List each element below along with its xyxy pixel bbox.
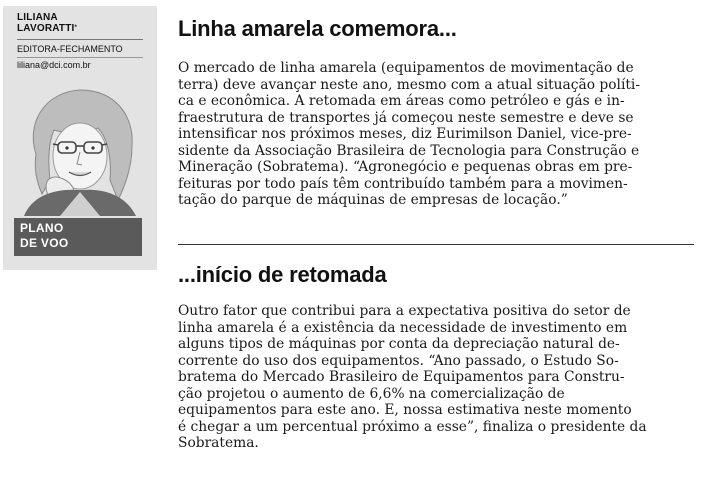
author-portrait [14, 84, 144, 216]
headline-1: Linha amarela comemora... [178, 16, 457, 41]
paragraph-2-line: Sobratema. [178, 435, 259, 451]
paragraph-2-line: equipamentos para este ano. E, nossa estimativa neste momento [178, 402, 632, 418]
paragraph-1-line: Mineração (Sobratema). “Agronegócio e pequenas obras em pre- [178, 159, 633, 175]
author-role: EDITORA-FECHAMENTO [17, 44, 143, 58]
paragraph-2-line: Outro fator que contribui para a expectativa positiva do setor de [178, 303, 631, 319]
author-email: liliana@dci.com.br [17, 60, 91, 70]
author-name [17, 12, 143, 40]
column-tag-line2: DE VOO [20, 236, 69, 250]
paragraph-1-line: ca e econômica. A retomada em áreas como petróleo e gás e in- [178, 93, 625, 109]
column-tag [14, 218, 142, 256]
paragraph-1-line: feituras por todo país têm contribuído também para a movimen- [178, 175, 628, 192]
headline-2: ...início de retomada [178, 262, 387, 287]
paragraph-2-line: bratema do Mercado Brasileiro de Equipamentos para Constru- [178, 369, 625, 385]
paragraph-1-line: O mercado de linha amarela (equipamentos de movimentação de [178, 60, 634, 76]
paragraph-1 [178, 60, 694, 209]
paragraph-2-line: é chegar a um percentual próximo a esse”, finaliza o presidente da [178, 418, 647, 435]
paragraph-2-line: corrente do uso dos equipamentos. “Ano passado, o Estudo So- [178, 352, 619, 369]
paragraph-1-line: intensificar nos próximos meses, diz Eurimilson Daniel, vice-pre- [178, 126, 632, 142]
author-first-name: LILIANA [17, 12, 58, 23]
paragraph-2-line: ção projetou o aumento de 6,6% na comercialização de [178, 385, 565, 402]
paragraph-1-line: sidente da Associação Brasileira de Tecnologia para Construção e [178, 142, 640, 159]
paragraph-2-line: alguns tipos de máquinas por conta da depreciação natural de- [178, 336, 620, 352]
column-tag-line1: PLANO [20, 221, 64, 235]
author-last-name: LAVORATTI [17, 23, 75, 34]
paragraph-1-line: fraestrutura de transportes já começou neste semestre e deve se [178, 109, 634, 126]
paragraph-1-line: terra) deve avançar neste ano, mesmo com a atual situação políti- [178, 76, 640, 93]
section-divider [178, 244, 694, 245]
paragraph-2 [178, 303, 694, 452]
paragraph-1-line: tação do parque de máquinas de empresas de locação.” [178, 192, 568, 208]
registered-mark: * [74, 25, 78, 31]
paragraph-2-line: linha amarela é a existência da necessidade de investimento em [178, 319, 628, 336]
